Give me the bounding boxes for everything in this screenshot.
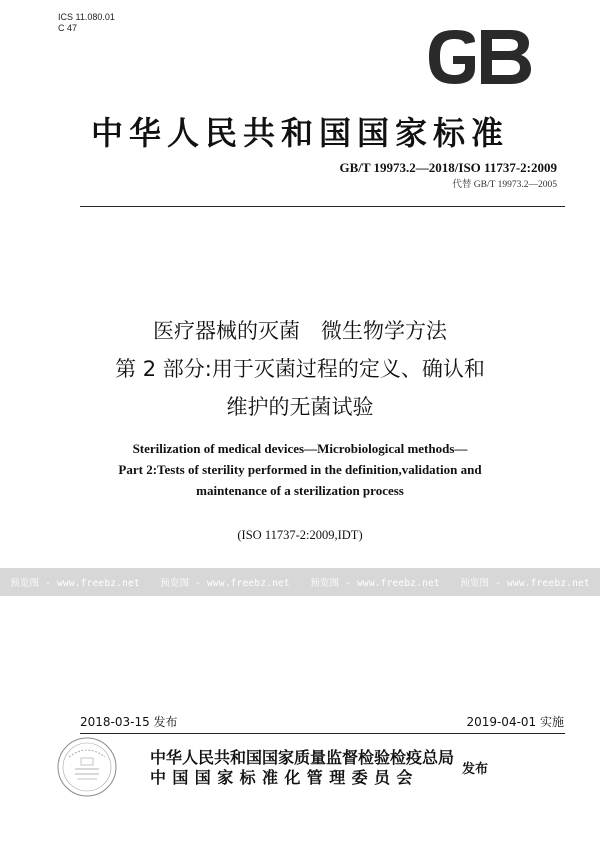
implementation-date: 2019-04-01 实施: [466, 715, 564, 729]
bottom-divider: [80, 733, 565, 734]
english-title-line1: Sterilization of medical devices—Microbiological methods—: [132, 441, 468, 456]
ics-code: ICS 11.080.01: [58, 12, 115, 22]
english-title-line2: Part 2:Tests of sterility performed in the definition,validation and: [118, 462, 482, 477]
national-standard-title: 中华人民共和国国家标准: [90, 114, 509, 152]
chinese-title-line2: 第 2 部分:用于灭菌过程的定义、确认和: [115, 357, 485, 381]
chinese-title-line3: 维护的无菌试验: [226, 395, 374, 419]
watermark-text: 预览图 - www.freebz.net: [310, 578, 440, 589]
english-title: [0, 438, 600, 501]
watermark-text: 预览图 - www.freebz.net: [10, 578, 140, 589]
watermark-text: 预览图 - www.freebz.net: [460, 578, 590, 589]
issuer-line1: 中华人民共和国国家质量监督检验检疫总局: [150, 748, 455, 767]
chinese-title: [0, 312, 600, 426]
issuing-authority: [150, 748, 454, 788]
gb-logo-icon: [425, 28, 533, 86]
chinese-title-line1: 医疗器械的灭菌 微生物学方法: [153, 319, 447, 343]
issuer-line2: 中国国家标准化管理委员会: [150, 768, 419, 787]
iso-reference: (ISO 11737-2:2009,IDT): [237, 528, 363, 542]
top-divider: [80, 206, 565, 207]
watermark-band: [0, 568, 600, 596]
ccs-code: C 47: [58, 23, 78, 33]
classification-codes: [58, 12, 115, 34]
replaces-note: 代替 GB/T 19973.2—2005: [452, 180, 557, 190]
standard-number: GB/T 19973.2—2018/ISO 11737-2:2009: [339, 160, 557, 175]
seal-icon: [55, 735, 119, 799]
issue-date: 2018-03-15 发布: [80, 715, 178, 729]
english-title-line3: maintenance of a sterilization process: [196, 483, 404, 498]
publish-label: 发布: [462, 762, 489, 777]
watermark-text: 预览图 - www.freebz.net: [160, 578, 290, 589]
